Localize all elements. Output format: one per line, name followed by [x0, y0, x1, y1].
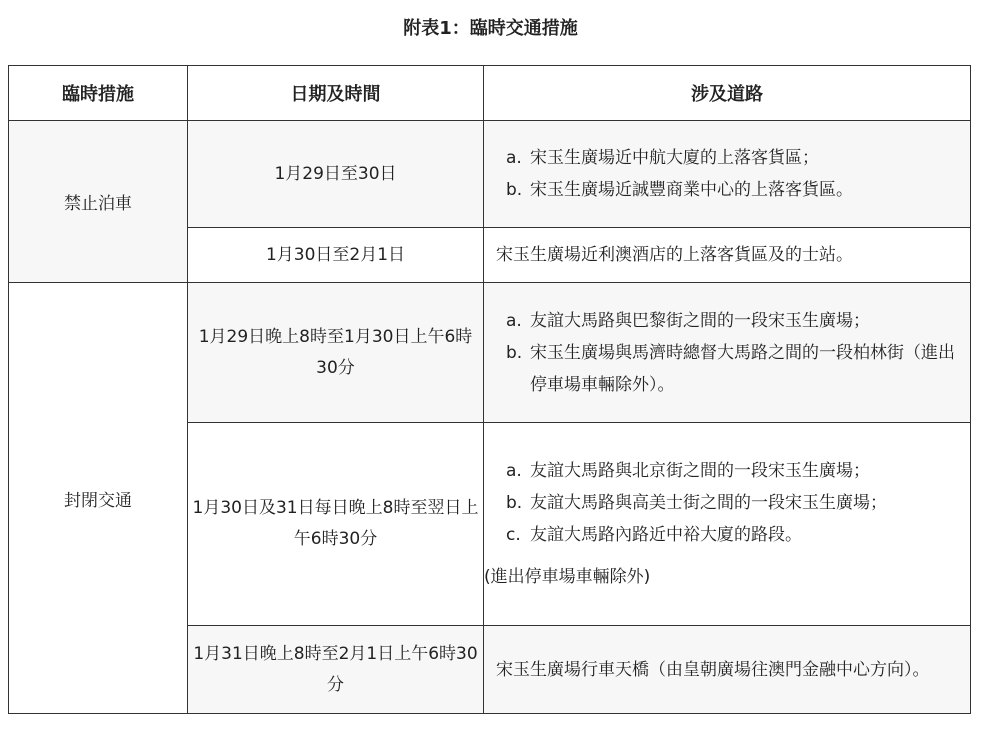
date-cell: 1月31日晚上8時至2月1日上午6時30分 [188, 626, 484, 714]
item-marker: a. [506, 310, 522, 331]
road-list [484, 455, 970, 551]
exception-note: (進出停車場車輛除外) [484, 567, 651, 587]
list-item [484, 174, 970, 206]
roads-cell [484, 423, 971, 626]
date-cell: 1月30日及31日每日晚上8時至翌日上午6時30分 [188, 423, 484, 626]
item-marker: a. [506, 148, 522, 168]
item-text: 宋玉生廣場近誠豐商業中心的上落客貨區。 [530, 180, 853, 200]
table-header-row [9, 66, 971, 121]
header-datetime: 日期及時間 [188, 66, 484, 121]
road-list [484, 142, 970, 206]
item-marker: b. [506, 493, 523, 513]
item-marker: c. [506, 525, 521, 545]
item-text: 宋玉生廣場近中航大廈的上落客貨區； [530, 148, 819, 168]
table-row [9, 121, 971, 228]
date-cell: 1月29日至30日 [188, 121, 484, 228]
item-text: 宋玉生廣場與馬濟時總督大馬路之間的一段柏林街（進出停車場車輛除外）。 [530, 342, 955, 395]
header-roads: 涉及道路 [484, 66, 971, 121]
road-list [484, 305, 970, 401]
item-marker: b. [506, 342, 523, 363]
roads-cell [484, 121, 971, 228]
header-measure: 臨時措施 [9, 66, 188, 121]
item-text: 友誼大馬路與北京街之間的一段宋玉生廣場； [530, 461, 870, 481]
list-item [484, 519, 970, 551]
list-item [484, 337, 970, 401]
item-marker: b. [506, 180, 523, 200]
measure-cell-road-closure: 封閉交通 [9, 283, 188, 714]
date-cell: 1月29日晚上8時至1月30日上午6時30分 [188, 283, 484, 423]
roads-cell [484, 283, 971, 423]
traffic-measures-table [8, 65, 971, 714]
list-item [484, 487, 970, 519]
measure-cell-no-parking: 禁止泊車 [9, 121, 188, 283]
date-cell: 1月30日至2月1日 [188, 228, 484, 283]
list-item [484, 305, 970, 337]
list-item [484, 455, 970, 487]
item-text: 友誼大馬路與巴黎街之間的一段宋玉生廣場； [530, 310, 870, 331]
table-caption: 附表1：臨時交通措施 [403, 18, 578, 39]
item-text: 友誼大馬路與高美士街之間的一段宋玉生廣場； [530, 493, 887, 513]
table-row [9, 283, 971, 423]
roads-cell: 宋玉生廣場近利澳酒店的上落客貨區及的士站。 [484, 228, 971, 283]
list-item [484, 142, 970, 174]
roads-cell: 宋玉生廣場行車天橋（由皇朝廣場往澳門金融中心方向）。 [484, 626, 971, 714]
item-marker: a. [506, 461, 522, 481]
item-text: 友誼大馬路內路近中裕大廈的路段。 [530, 525, 802, 545]
